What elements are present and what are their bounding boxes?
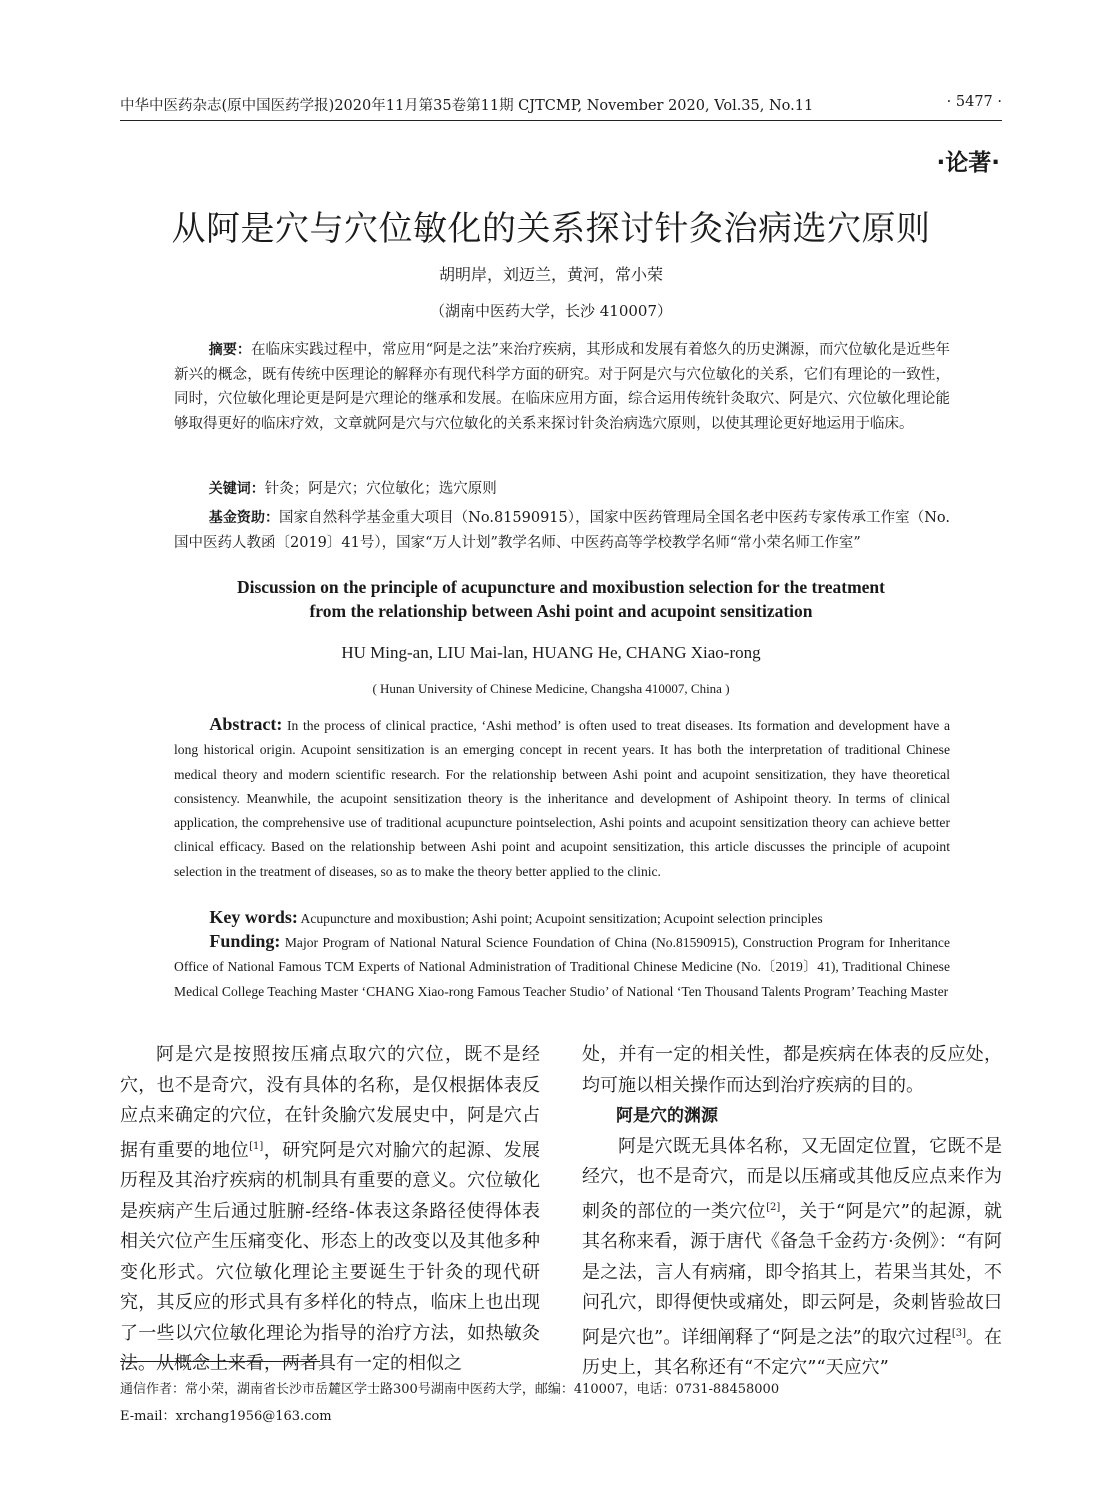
body-text: 阿是穴既无具体名称，又无固定位置，它既不是经穴，也不是奇穴，而是以压痛或其他反应点来作为刺灸的部位的一类穴位 (582, 1135, 1002, 1222)
funding-english-text: Major Program of National Natural Science Foundation of China (No.81590915), Construction Program for Inheritance Office of National Famous TCM Experts of National Administration of Traditional Chinese Medicine (No.〔2019〕41), Traditional Chinese Medical College Teaching Master ‘CHANG Xiao-rong Famous Teacher Studio’ of National ‘Ten Thousand Talents Program’ Teaching Master (174, 935, 950, 999)
funding-english-label: Funding: (209, 931, 281, 951)
affiliation-english: ( Hunan University of Chinese Medicine, Changsha 410007, China ) (372, 681, 730, 696)
abstract-english-label: Abstract: (209, 714, 283, 734)
body-paragraph (120, 1040, 540, 1380)
journal-citation: 中华中医药杂志(原中国医药学报)2020年11月第35卷第11期 CJTCMP, November 2020, Vol.35, No.11 (120, 98, 814, 114)
footnote-divider (120, 1361, 320, 1362)
body-text: 。在历史上，其名称还有“不定穴”“天应穴” (582, 1326, 1003, 1378)
body-column-left (120, 1040, 540, 1380)
running-header (120, 94, 1002, 121)
funding-chinese (174, 506, 950, 555)
abstract-chinese (174, 338, 950, 436)
keywords-english-text: Acupuncture and moxibustion; Ashi point; Acupoint sensitization; Acupoint selection principles (300, 911, 823, 926)
title-english-line1: Discussion on the principle of acupuncture and moxibustion selection for the treatment (236, 577, 885, 597)
funding-text: 国家自然科学基金重大项目（No.81590915），国家中医药管理局全国名老中医药专家传承工作室（No.国中医药人教函〔2019〕41号），国家“万人计划”教学名师、中医药高等学校教学名师“常小荣名师工作室” (174, 510, 951, 551)
title-chinese: 从阿是穴与穴位敏化的关系探讨针灸治病选穴原则 (171, 209, 931, 249)
abstract-english (174, 712, 950, 884)
body-column-right (582, 1040, 1002, 1384)
funding-label: 基金资助： (208, 510, 280, 526)
page-number: · 5477 · (946, 94, 1002, 110)
abstract-label: 摘要： (208, 342, 251, 358)
title-english (120, 575, 1002, 623)
section-heading: 阿是穴的渊源 (616, 1106, 718, 1126)
funding-english (174, 929, 950, 1004)
authors-english: HU Ming-an, LIU Mai-lan, HUANG He, CHANG Xiao-rong (341, 643, 761, 662)
footnote-email: E-mail：xrchang1956@163.com (120, 1409, 332, 1424)
body-text: 阿是穴是按照按压痛点取穴的穴位，既不是经穴，也不是奇穴，没有具体的名称，是仅根据体表反应点来确定的穴位，在针灸腧穴发展史中，阿是穴占据有重要的地位 (120, 1044, 540, 1161)
affiliation-chinese: （湖南中医药大学，长沙 410007） (429, 302, 673, 320)
citation-ref: [2] (766, 1201, 781, 1213)
keywords-english-label: Key words: (209, 907, 298, 927)
keywords-text: 针灸；阿是穴；穴位敏化；选穴原则 (264, 481, 497, 497)
authors-chinese: 胡明岸，刘迈兰，黄河，常小荣 (438, 265, 663, 284)
body-paragraph: 处，并有一定的相关性，都是疾病在体表的反应处，均可施以相关操作而达到治疗疾病的目的。 (582, 1044, 1002, 1096)
title-english-line2: from the relationship between Ashi point and acupoint sensitization (309, 601, 813, 621)
body-text: ，关于“阿是穴”的起源，就其名称来看，源于唐代《备急千金药方·灸例》：“有阿是之法，言人有病痛，即令掐其上，若果当其处，不问孔穴，即得便快或痛处，即云阿是，灸刺皆验故曰阿是穴也”。详细阐释了“阿是之法”的取穴过程 (582, 1200, 1003, 1348)
body-paragraph (582, 1132, 1002, 1384)
citation-ref: [1] (249, 1140, 264, 1152)
footnote-contact: 通信作者：常小荣，湖南省长沙市岳麓区学士路300号湖南中医药大学，邮编：410007，电话：0731-88458000 (120, 1382, 780, 1397)
keywords-chinese (174, 477, 950, 502)
keywords-english (174, 905, 950, 931)
keywords-label: 关键词： (208, 481, 265, 497)
body-text: ，研究阿是穴对腧穴的起源、发展历程及其治疗疾病的机制具有重要的意义。穴位敏化是疾病产生后通过脏腑-经络-体表这条路径使得体表相关穴位产生压痛变化、形态上的改变以及其他多种变化形式。穴位敏化理论主要诞生于针灸的现代研究，其反应的形式具有多样化的特点，临床上也出现了一些以穴位敏化理论为指导的治疗方法，如热敏灸法。从概念上来看，两者具有一定的相似之 (120, 1139, 541, 1374)
abstract-text: 在临床实践过程中，常应用“阿是之法”来治疗疾病，其形成和发展有着悠久的历史渊源，而穴位敏化是近些年新兴的概念，既有传统中医理论的解释亦有现代科学方面的研究。对于阿是穴与穴位敏化的关系，它们有理论的一致性，同时，穴位敏化理论更是阿是穴理论的继承和发展。在临床应用方面，综合运用传统针灸取穴、阿是穴、穴位敏化理论能够取得更好的临床疗效，文章就阿是穴与穴位敏化的关系来探讨针灸治病选穴原则，以使其理论更好地运用于临床。 (174, 342, 950, 432)
section-label: ·论著· (936, 150, 1000, 176)
abstract-english-text: In the process of clinical practice, ‘Ashi method’ is often used to treat diseases. Its formation and development have a long historical origin. Acupoint sensitization is an emerging concept in recent years. It has both the interpretation of traditional Chinese medical theory and modern scientific research. For the relationship between Ashi point and acupoint sensitization, they have theoretical consistency. Meanwhile, the acupoint sensitization theory is the inheritance and development of Ashipoint theory. In terms of clinical application, the comprehensive use of traditional acupuncture pointselection, Ashi points and acupoint sensitization theory can achieve better clinical efficacy. Based on the relationship between Ashi point and acupoint sensitization, this article discusses the principle of acupoint selection in the treatment of diseases, so as to make the theory better applied to the clinic. (174, 718, 950, 879)
citation-ref: [3] (951, 1327, 966, 1339)
